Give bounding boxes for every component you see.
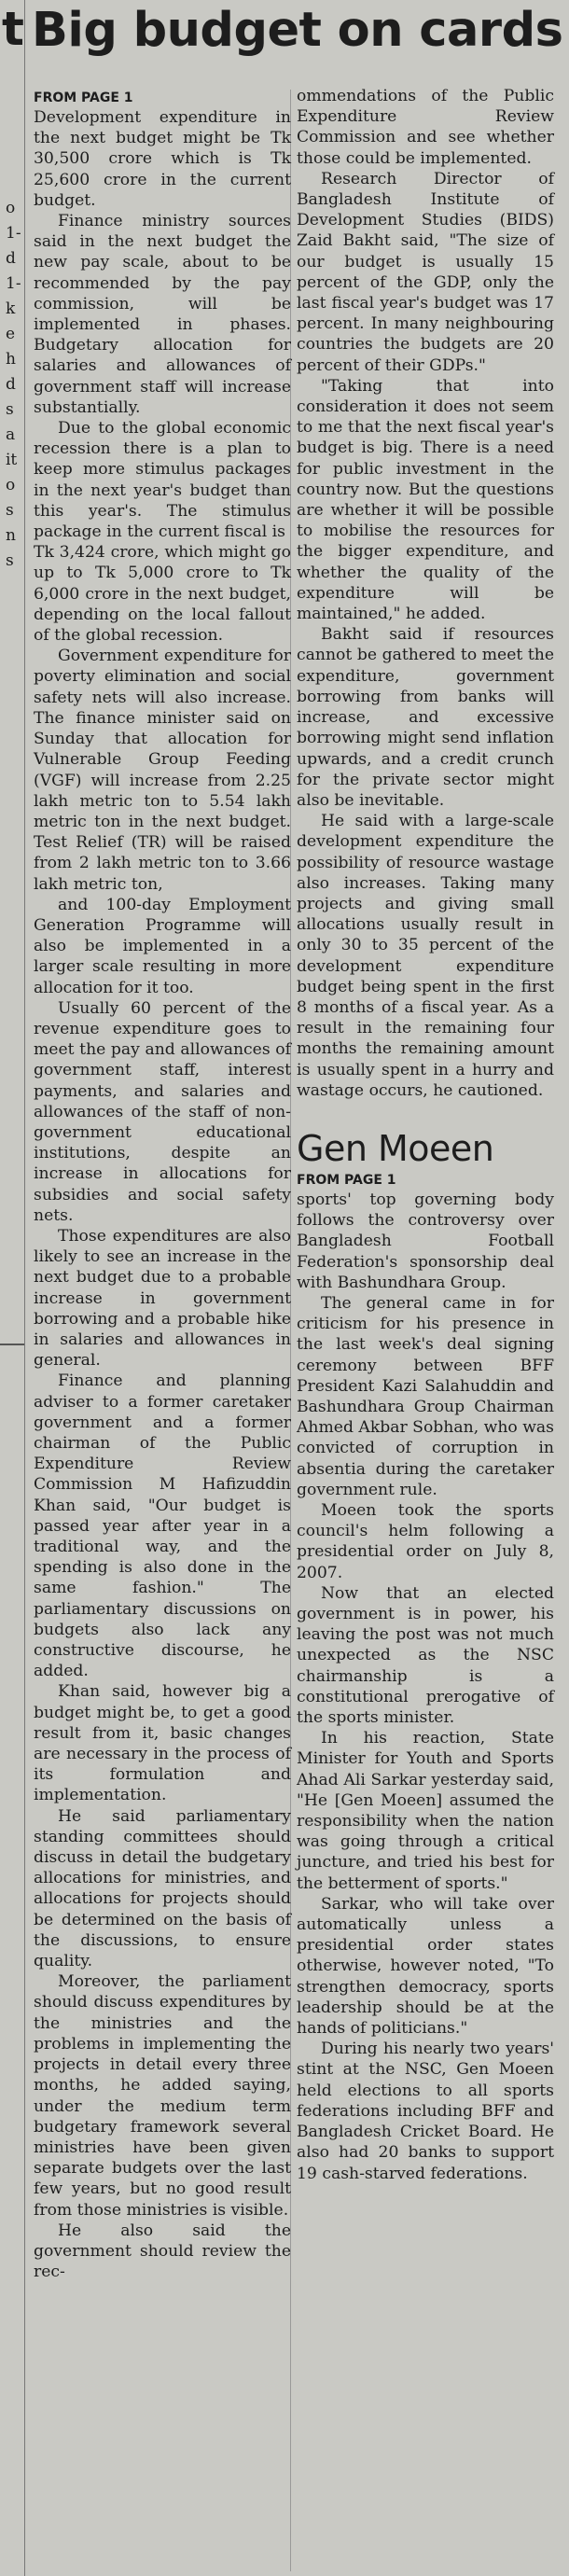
article-paragraph: He said parliamentary standing committees should discuss in detail the budgetary allocations for ministries, and allocations for projects should be determined on the basis of the discussions, to ensure quality. bbox=[34, 1806, 291, 1971]
article-paragraph: "Taking that into consideration it does not seem to me that the next fiscal year's budget is big. There is a need for public investment in the country now. But the questions are whether it will be possible to mobilise the resources for the bigger expenditure, and whether the quality of the expenditure will be maintained," he added. bbox=[297, 376, 554, 624]
from-page-label: FROM PAGE 1 bbox=[34, 91, 133, 105]
article-paragraph: Usually 60 percent of the revenue expenditure goes to meet the pay and allowances of government staff, interest payments, and salaries and allowances of the staff of non-government educational institutions, despite an increase in allocations for subsidies and social safety nets. bbox=[34, 998, 291, 1225]
fragment-letter: h bbox=[6, 350, 16, 369]
second-headline: Gen Moeen bbox=[297, 1127, 494, 1169]
fragment-letter: s bbox=[6, 400, 14, 419]
fragment-letter: 1- bbox=[6, 224, 21, 243]
fragment-letter: k bbox=[6, 299, 16, 318]
adjacent-column-fragment bbox=[0, 0, 25, 2576]
article-paragraph: He said with a large-scale development expenditure the possibility of resource wastage also increases. Taking many projects and giving small allocations usually result in only 30 to 35 percent of the development expenditure budget being spent in the first 8 months of a fiscal year. As a result in the remaining four months the remaining amount is usually spent in a hurry and wastage occurs, he cautioned. bbox=[297, 812, 554, 1100]
article-paragraph: sports' top governing body follows the controversy over Bangladesh Football Federation's sponsorship deal with Bashundhara Group. bbox=[297, 1190, 554, 1292]
article-paragraph: and 100-day Employment Generation Programme will also be implemented in a larger scale resulting in more allocation for it too. bbox=[34, 895, 291, 997]
article-paragraph: Moreover, the parliament should discuss expenditures by the ministries and the problems in implementing the projects in detail every three months, he added saying, under the medium term budgetary framework several ministries have been given separate budgets over the last few years, but no good result from those ministries is visible. bbox=[34, 1972, 291, 2220]
fragment-letter: d bbox=[6, 375, 16, 394]
fragment-letter: 1- bbox=[6, 274, 21, 293]
main-headline: Big budget on cards bbox=[32, 3, 563, 58]
article-paragraph: Tk 3,424 crore, which might go up to Tk 5,000 crore to Tk 6,000 crore in the next budget, depending on the local fallout of the global recession. bbox=[34, 543, 291, 646]
article-paragraph: The general came in for criticism for his presence in the last week's deal signing ceremony between BFF President Kazi Salahuddin and Bashundhara Group Chairman Ahmed Akbar Sobhan, who was convicted of corruption in absentia during the caretaker government rule. bbox=[297, 1293, 554, 1499]
article-paragraph: Development expenditure in the next budget might be Tk 30,500 crore which is Tk 25,600 crore in the current budget. bbox=[34, 108, 291, 210]
article-paragraph: ommendations of the Public Expenditure Review Commission and see whether those could be implemented. bbox=[297, 87, 554, 168]
article-paragraph: Now that an elected government is in power, his leaving the post was not much unexpected as the NSC chairmanship is a constitutional prerogative of the sports minister. bbox=[297, 1583, 554, 1728]
article-paragraph: Bakht said if resources cannot be gathered to meet the expenditure, government borrowing from banks will increase, and excessive borrowing might send inflation upwards, and a credit crunch for the private sector might also be inevitable. bbox=[297, 625, 554, 810]
fragment-letter: it bbox=[6, 451, 18, 469]
article-paragraph: In his reaction, State Minister for Youth and Sports Ahad Ali Sarkar yesterday said, "He [Gen Moeen] assumed the responsibility when the nation was going through a critical juncture, and tried his best for the betterment of sports." bbox=[297, 1729, 554, 1893]
fragment-letter: s bbox=[6, 551, 14, 570]
article-paragraph: Government expenditure for poverty elimination and social safety nets will also increase. The finance minister said on Sunday that allocation for Vulnerable Group Feeding (VGF) will increase from 2.25 lakh metric ton to 5.54 lakh metric ton in the next budget. Test Relief (TR) will be raised from 2 lakh metric ton to 3.66 lakh metric ton, bbox=[34, 647, 291, 894]
article-paragraph: Khan said, however big a budget might be, to get a good result from it, basic changes are necessary in the process of its formulation and implementation. bbox=[34, 1682, 291, 1805]
article-column-1 bbox=[34, 90, 291, 2282]
fragment-letter: o bbox=[6, 199, 16, 217]
article-paragraph: During his nearly two years' stint at the NSC, Gen Moeen held elections to all sports federations including BFF and Bangladesh Cricket Board. He also had 20 banks to support 19 cash-starved federations. bbox=[297, 2040, 554, 2183]
fragment-letter: a bbox=[6, 425, 16, 444]
fragment-letter: o bbox=[6, 476, 16, 494]
article-paragraph: Sarkar, who will take over automatically unless a presidential order states otherwise, however noted, "To strengthen democracy, sports leadership should be at the hands of politicians." bbox=[297, 1894, 554, 2039]
article-column-2 bbox=[297, 86, 554, 2184]
article-paragraph: Moeen took the sports council's helm following a presidential order on July 8, 2007. bbox=[297, 1501, 554, 1582]
fragment-letter: d bbox=[6, 249, 16, 268]
article-paragraph: Due to the global economic recession there is a plan to keep more stimulus packages in the next year's budget than this year's. The stimulus package in the current fiscal is bbox=[34, 419, 291, 542]
column-divider bbox=[0, 1344, 24, 1345]
fragment-letter: n bbox=[6, 526, 16, 545]
from-page-label: FROM PAGE 1 bbox=[297, 1172, 396, 1188]
article-paragraph: Finance ministry sources said in the next budget the new pay scale, about to be recommended by the pay commission, will be implemented in phases. Budgetary allocation for salaries and allowances of government staff will increase substantially. bbox=[34, 212, 291, 417]
article-paragraph: Finance and planning adviser to a former caretaker government and a former chairman of the Public Expenditure Review Commission M Hafizuddin Khan said, "Our budget is passed year after year in a traditional way, and the spending is also done in the same fashion." The parliamentary discussions on budgets also lack any constructive discourse, he added. bbox=[34, 1372, 291, 1681]
article-paragraph: Research Director of Bangladesh Institute of Development Studies (BIDS) Zaid Bakht said, "The size of our budget is usually 15 percent of the GDP, only the last fiscal year's budget was 17 percent. In many neighbouring countries the budgets are 20 percent of their GDPs." bbox=[297, 169, 554, 375]
adjacent-column-letters bbox=[6, 196, 22, 574]
adjacent-headline-letter: t bbox=[2, 2, 24, 56]
article-paragraph: He also said the government should review the rec- bbox=[34, 2221, 291, 2282]
fragment-letter: e bbox=[6, 325, 16, 343]
fragment-letter: s bbox=[6, 501, 14, 520]
article-paragraph: Those expenditures are also likely to see an increase in the next budget due to a probable increase in government borrowing and a probable hike in salaries and allowances in general. bbox=[34, 1226, 291, 1371]
